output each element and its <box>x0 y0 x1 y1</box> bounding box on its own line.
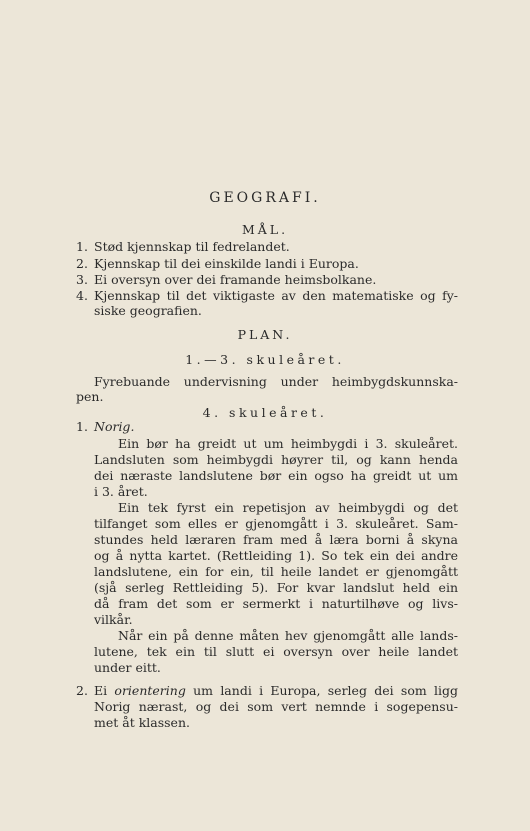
body-line: Norig nærast, og dei som vert nemnde i sogepensu- <box>94 699 458 714</box>
maal-item-num: 2. <box>76 256 88 271</box>
maal-item-num: 3. <box>76 272 88 287</box>
maal-item-num: 4. <box>76 288 88 303</box>
body-line: dei næraste landslutene bør ein ogso ha greidt ut um <box>94 468 458 483</box>
section-heading: 4. skuleåret. <box>202 405 328 420</box>
body-line: met åt klassen. <box>94 715 190 730</box>
body-line: tilfanget som elles er gjenomgått i 3. skuleåret. Sam- <box>94 516 458 531</box>
plan-heading: PLAN. <box>237 327 293 342</box>
body-line: då fram det som er sermerkt i naturtilhøve og livs- <box>94 596 458 611</box>
body-line: Ein tek fyrst ein repetisjon av heimbygdi og det <box>118 500 458 515</box>
body-line: stundes held læraren fram med å læra borni å skyna <box>94 532 458 547</box>
section-heading: 1.—3. skuleåret. <box>185 352 345 367</box>
body-line: vilkår. <box>94 612 133 627</box>
maal-item-num: 1. <box>76 239 88 254</box>
maal-item-text: Stød kjennskap til fedrelandet. <box>94 239 290 254</box>
body-line: Fyrebuande undervisning under heimbygdskunnska- <box>94 374 458 389</box>
page-title: GEOGRAFI. <box>209 190 321 206</box>
body-line: landslutene, ein for ein, til heile landet er gjenomgått <box>94 564 458 579</box>
body-line: Når ein på denne måten hev gjenomgått alle lands- <box>118 628 458 643</box>
body-line: under eitt. <box>94 660 161 675</box>
item-num: 1. <box>76 419 88 434</box>
body-line: i 3. året. <box>94 484 148 499</box>
maal-item-text: Ei oversyn over dei framande heimsbolkane. <box>94 272 377 287</box>
maal-item-text: Kjennskap til det viktigaste av den matematiske og fy- <box>94 288 458 303</box>
maal-item-text: Kjennskap til dei einskilde landi i Europa. <box>94 256 359 271</box>
item-title: Norig. <box>94 419 135 434</box>
maal-heading: MÅL. <box>241 222 289 237</box>
emphasis: orientering <box>114 683 186 698</box>
body-line: Landsluten som heimbygdi høyrer til, og kann henda <box>94 452 458 467</box>
item-num: 2. <box>76 683 88 698</box>
body-line: (sjå serleg Rettleiding 5). For kvar landslut held ein <box>94 580 458 595</box>
body-line: og å nytta kartet. (Rettleiding 1). So tek ein dei andre <box>94 548 458 563</box>
body-line: lutene, tek ein til slutt ei oversyn over heile landet <box>94 644 458 659</box>
body-line: pen. <box>76 389 104 404</box>
body-line: Ei orientering um landi i Europa, serleg dei som ligg <box>94 683 458 698</box>
body-line: Ein bør ha greidt ut um heimbygdi i 3. skuleåret. <box>118 436 458 451</box>
maal-item-text: siske geografien. <box>94 303 202 318</box>
